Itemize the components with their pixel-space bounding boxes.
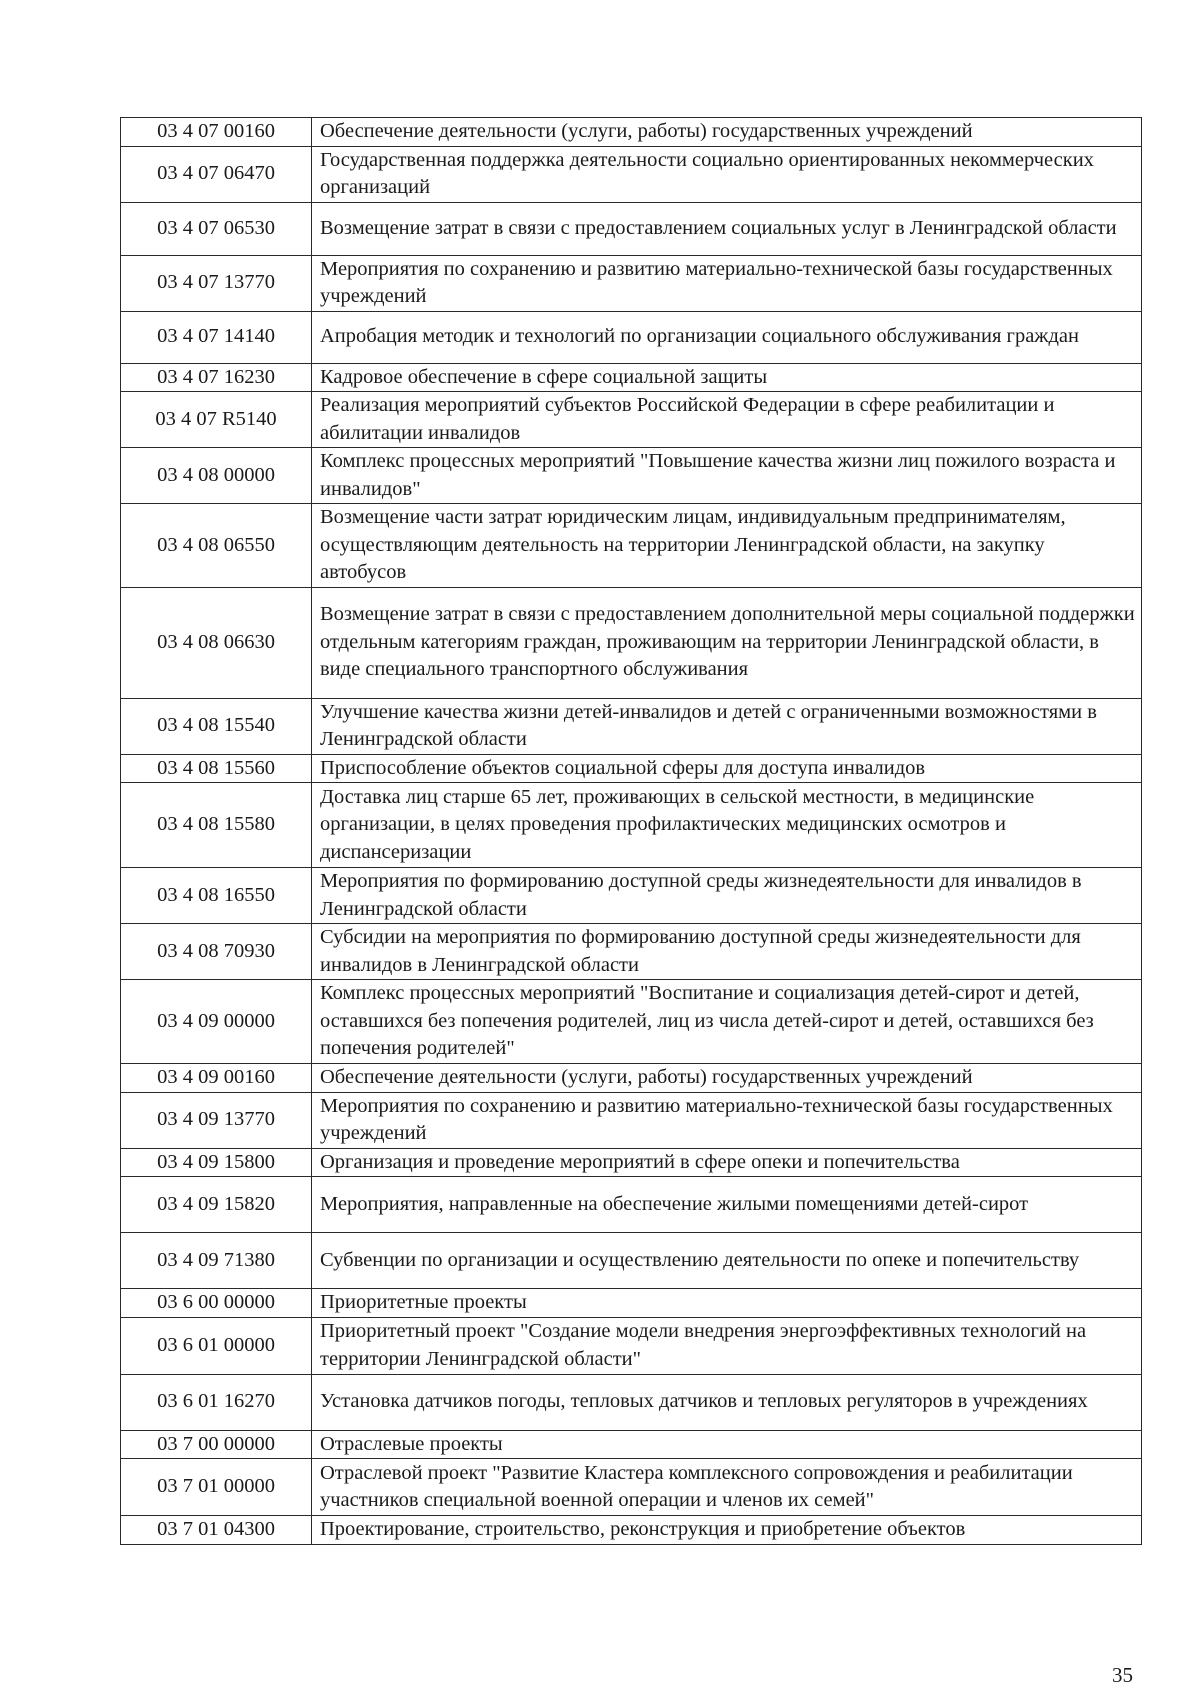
table-row xyxy=(121,1430,1142,1459)
row-name: Апробация методик и технологий по организации социального обслуживания граждан xyxy=(312,311,1142,363)
row-name: Проектирование, строительство, реконструкция и приобретение объектов xyxy=(312,1516,1142,1545)
table-row xyxy=(121,1092,1142,1148)
table-row xyxy=(121,448,1142,504)
row-name: Мероприятия по формированию доступной среды жизнедеятельности для инвалидов в Ленинградской области xyxy=(312,868,1142,924)
row-code: 03 4 08 06550 xyxy=(121,504,312,588)
row-name: Комплекс процессных мероприятий "Повышение качества жизни лиц пожилого возраста и инвалидов" xyxy=(312,448,1142,504)
row-code: 03 4 08 15540 xyxy=(121,698,312,754)
table-row xyxy=(121,783,1142,868)
table-row xyxy=(121,1289,1142,1318)
row-name: Возмещение затрат в связи с предоставлением дополнительной меры социальной поддержки отдельным категориям граждан, проживающим на территории Ленинградской области, в виде специального транспортного обслуживания xyxy=(312,587,1142,698)
row-name: Отраслевой проект "Развитие Кластера комплексного сопровождения и реабилитации участников специальной военной операции и членов их семей" xyxy=(312,1459,1142,1516)
row-code: 03 7 01 04300 xyxy=(121,1516,312,1545)
row-name: Возмещение затрат в связи с предоставлением социальных услуг в Ленинградской области xyxy=(312,202,1142,255)
row-name: Мероприятия по сохранению и развитию материально-технической базы государственных учреждений xyxy=(312,1092,1142,1148)
table-row xyxy=(121,1374,1142,1430)
row-name: Установка датчиков погоды, тепловых датчиков и тепловых регуляторов в учреждениях xyxy=(312,1374,1142,1430)
row-name: Приоритетные проекты xyxy=(312,1289,1142,1318)
table-row xyxy=(121,980,1142,1064)
row-name: Организация и проведение мероприятий в сфере опеки и попечительства xyxy=(312,1148,1142,1177)
table-body xyxy=(121,118,1142,1545)
row-name: Обеспечение деятельности (услуги, работы) государственных учреждений xyxy=(312,118,1142,147)
budget-classification-table xyxy=(120,117,1142,1545)
table-row xyxy=(121,587,1142,698)
row-code: 03 7 01 00000 xyxy=(121,1459,312,1516)
row-name: Субвенции по организации и осуществлению деятельности по опеке и попечительству xyxy=(312,1233,1142,1289)
row-name: Улучшение качества жизни детей-инвалидов и детей с ограниченными возможностями в Ленинградской области xyxy=(312,698,1142,754)
table-row xyxy=(121,1177,1142,1233)
row-code: 03 4 07 16230 xyxy=(121,363,312,392)
table-row xyxy=(121,118,1142,147)
page-number: 35 xyxy=(1112,1663,1133,1687)
row-code: 03 6 01 16270 xyxy=(121,1374,312,1430)
table-row xyxy=(121,392,1142,448)
table-row xyxy=(121,311,1142,363)
row-code: 03 6 00 00000 xyxy=(121,1289,312,1318)
row-name: Государственная поддержка деятельности социально ориентированных некоммерческих организаций xyxy=(312,146,1142,202)
row-name: Обеспечение деятельности (услуги, работы) государственных учреждений xyxy=(312,1064,1142,1093)
row-name: Доставка лиц старше 65 лет, проживающих в сельской местности, в медицинские организации, в целях проведения профилактических медицинских осмотров и диспансеризации xyxy=(312,783,1142,868)
table-row xyxy=(121,1064,1142,1093)
row-name: Кадровое обеспечение в сфере социальной защиты xyxy=(312,363,1142,392)
row-code: 03 4 07 00160 xyxy=(121,118,312,147)
row-name: Субсидии на мероприятия по формированию доступной среды жизнедеятельности для инвалидов в Ленинградской области xyxy=(312,924,1142,980)
row-code: 03 4 09 00000 xyxy=(121,980,312,1064)
table-row xyxy=(121,1459,1142,1516)
row-code: 03 4 08 70930 xyxy=(121,924,312,980)
row-code: 03 4 08 15560 xyxy=(121,754,312,783)
row-name: Приспособление объектов социальной сферы для доступа инвалидов xyxy=(312,754,1142,783)
table-row xyxy=(121,754,1142,783)
table-row xyxy=(121,363,1142,392)
row-name: Реализация мероприятий субъектов Российской Федерации в сфере реабилитации и абилитации инвалидов xyxy=(312,392,1142,448)
row-code: 03 4 08 15580 xyxy=(121,783,312,868)
row-name: Отраслевые проекты xyxy=(312,1430,1142,1459)
row-code: 03 4 08 06630 xyxy=(121,587,312,698)
table-row xyxy=(121,1317,1142,1374)
row-code: 03 4 09 71380 xyxy=(121,1233,312,1289)
row-code: 03 4 09 15800 xyxy=(121,1148,312,1177)
row-code: 03 4 08 00000 xyxy=(121,448,312,504)
table-row xyxy=(121,255,1142,311)
table-row xyxy=(121,1233,1142,1289)
row-name: Возмещение части затрат юридическим лицам, индивидуальным предпринимателям, осуществляющим деятельность на территории Ленинградской области, на закупку автобусов xyxy=(312,504,1142,588)
row-code: 03 4 07 13770 xyxy=(121,255,312,311)
row-code: 03 4 09 13770 xyxy=(121,1092,312,1148)
table-row xyxy=(121,1148,1142,1177)
row-name: Приоритетный проект "Создание модели внедрения энергоэффективных технологий на территории Ленинградской области" xyxy=(312,1317,1142,1374)
row-code: 03 4 07 14140 xyxy=(121,311,312,363)
row-code: 03 4 08 16550 xyxy=(121,868,312,924)
row-code: 03 4 09 15820 xyxy=(121,1177,312,1233)
row-code: 03 6 01 00000 xyxy=(121,1317,312,1374)
row-code: 03 4 07 06530 xyxy=(121,202,312,255)
table-row xyxy=(121,924,1142,980)
table-row xyxy=(121,202,1142,255)
row-code: 03 4 09 00160 xyxy=(121,1064,312,1093)
table-row xyxy=(121,698,1142,754)
row-name: Мероприятия по сохранению и развитию материально-технической базы государственных учреждений xyxy=(312,255,1142,311)
row-name: Мероприятия, направленные на обеспечение жилыми помещениями детей-сирот xyxy=(312,1177,1142,1233)
table-row xyxy=(121,504,1142,588)
row-name: Комплекс процессных мероприятий "Воспитание и социализация детей-сирот и детей, оставшихся без попечения родителей, лиц из числа детей-сирот и детей, оставшихся без попечения родителей" xyxy=(312,980,1142,1064)
row-code: 03 4 07 R5140 xyxy=(121,392,312,448)
row-code: 03 7 00 00000 xyxy=(121,1430,312,1459)
table-row xyxy=(121,146,1142,202)
table-row xyxy=(121,1516,1142,1545)
table-row xyxy=(121,868,1142,924)
row-code: 03 4 07 06470 xyxy=(121,146,312,202)
